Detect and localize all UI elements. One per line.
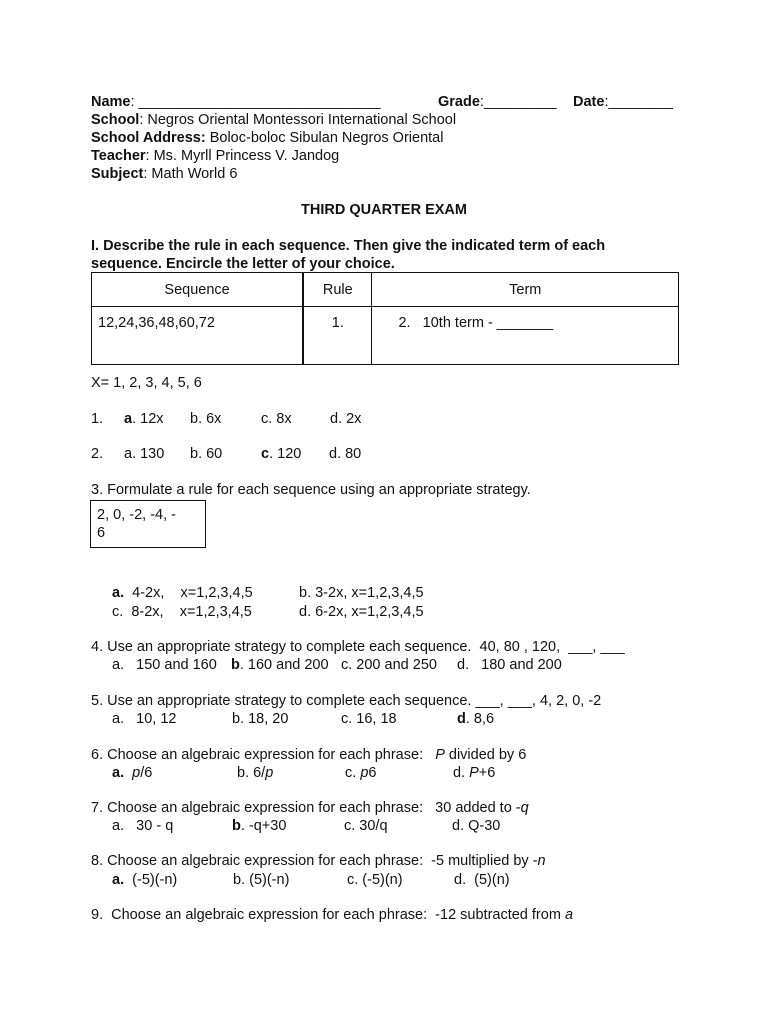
address-line [91, 129, 443, 147]
q7-b-text: . -q+30 [240, 818, 287, 834]
q8-prompt-line [91, 852, 546, 870]
q7-prompt-line [91, 799, 529, 817]
q8-phrase-variable: n [537, 853, 546, 869]
table-cell: 2. 10th term - _______ [372, 307, 679, 365]
q6-option-c[interactable] [345, 764, 376, 782]
grade-label: Grade [438, 94, 480, 110]
q8-a-text: (-5)(-n) [132, 872, 178, 888]
q6-d-rest: +6 [478, 765, 496, 781]
q6-phrase-rest: divided by 6 [444, 747, 527, 763]
q6-c-variable: p [360, 765, 369, 781]
q2-option-b[interactable]: b. 60 [190, 446, 223, 462]
q6-c-text: c. [345, 765, 361, 781]
section1-instruction-line1: I. Describe the rule in each sequence. Then give the indicated term of each [91, 238, 606, 254]
table-row [92, 307, 679, 365]
q5-option-c[interactable]: c. 16, 18 [341, 711, 397, 727]
q6-d-text: d. [453, 765, 470, 781]
q4-option-d[interactable]: d. 180 and 200 [457, 657, 562, 673]
q3-box-line1: 2, 0, -2, -4, - [97, 507, 176, 523]
sequence-table [91, 272, 679, 365]
q4-option-a[interactable]: a. 150 and 160 [112, 657, 217, 673]
q5-option-a[interactable]: a. 10, 12 [112, 711, 177, 727]
exam-title: THIRD QUARTER EXAM [301, 202, 467, 218]
q3-c-letter: c. [112, 604, 124, 620]
q3-box-line2: 6 [97, 525, 106, 541]
address-label: School Address: [91, 130, 206, 146]
q7-option-d[interactable]: d. Q-30 [452, 818, 501, 834]
q9-prompt: 9. Choose an algebraic expression for each phrase: -12 subtracted from [91, 907, 565, 923]
subject-line [91, 165, 237, 183]
subject-label: Subject [91, 166, 144, 182]
q1-option-b[interactable]: b. 6x [190, 411, 222, 427]
q2-c-text: . 120 [269, 446, 302, 462]
name-line [91, 93, 380, 111]
q4-prompt: 4. Use an appropriate strategy to complete each sequence. 40, 80 , 120, ___, ___ [91, 639, 625, 655]
table-header-row [92, 273, 679, 307]
q8-option-b[interactable]: b. (5)(-n) [233, 872, 290, 888]
q4-option-c[interactable]: c. 200 and 250 [341, 657, 437, 673]
q6-phrase-variable: P [435, 747, 445, 763]
table-cell: 1. [303, 307, 372, 365]
q2-option-a[interactable]: a. 130 [124, 446, 165, 462]
q1-option-c[interactable]: c. 8x [261, 411, 292, 427]
q8-a-letter: a. [112, 872, 125, 888]
teacher-value: : Ms. Myrll Princess V. Jandog [145, 148, 340, 164]
q1-option-d[interactable]: d. 2x [330, 411, 362, 427]
date-line [573, 93, 673, 111]
q3-prompt: 3. Formulate a rule for each sequence using an appropriate strategy. [91, 482, 531, 498]
table-cell: 12,24,36,48,60,72 [92, 307, 304, 365]
teacher-line [91, 147, 339, 165]
table-header-cell: Term [372, 273, 679, 307]
q3-a-letter: a. [112, 585, 125, 601]
q3-a-text: 4-2x, x=1,2,3,4,5 [132, 585, 253, 601]
q6-option-d[interactable] [453, 764, 495, 782]
x-values: X= 1, 2, 3, 4, 5, 6 [91, 375, 202, 391]
table-header-cell: Rule [303, 273, 372, 307]
section1-instruction-line2: sequence. Encircle the letter of your choice. [91, 256, 395, 272]
q4-option-b[interactable] [231, 656, 329, 674]
school-label: School [91, 112, 140, 128]
q7-prompt: 7. Choose an algebraic expression for each phrase: 30 added to - [91, 800, 521, 816]
q8-option-d[interactable]: d. (5)(n) [454, 872, 510, 888]
q5-prompt: 5. Use an appropriate strategy to complete each sequence. ___, ___, 4, 2, 0, -2 [91, 693, 602, 709]
q7-phrase-variable: q [520, 800, 529, 816]
q7-option-a[interactable]: a. 30 - q [112, 818, 174, 834]
q2-c-letter: c [261, 446, 270, 462]
q7-option-b[interactable] [232, 817, 286, 835]
q1-a-letter: a [124, 411, 133, 427]
q7-b-letter: b [232, 818, 241, 834]
school-line [91, 111, 456, 129]
q2-number: 2. [91, 446, 104, 462]
q6-prompt-line [91, 746, 526, 764]
q9-prompt-line [91, 906, 573, 924]
grade-blank: :_________ [479, 94, 557, 110]
q3-option-c[interactable] [112, 603, 252, 621]
subject-value: : Math World 6 [143, 166, 238, 182]
q9-phrase-variable: a [564, 907, 574, 923]
q3-option-b[interactable]: b. 3-2x, x=1,2,3,4,5 [299, 585, 424, 601]
grade-line [438, 93, 557, 111]
q6-d-variable: P [469, 765, 479, 781]
q2-option-d[interactable]: d. 80 [329, 446, 362, 462]
q3-option-a[interactable] [112, 584, 253, 602]
q6-a-rest: /6 [140, 765, 153, 781]
q5-d-letter: d [457, 711, 466, 727]
q5-option-d[interactable] [457, 710, 494, 728]
address-value: Boloc-boloc Sibulan Negros Oriental [205, 130, 444, 146]
name-label: Name [91, 94, 131, 110]
q6-b-text: b. 6/ [237, 765, 266, 781]
q1-number: 1. [91, 411, 104, 427]
q6-b-variable: p [265, 765, 274, 781]
name-blank: : ______________________________ [130, 94, 381, 110]
q3-option-d[interactable]: d. 6-2x, x=1,2,3,4,5 [299, 604, 424, 620]
q6-c-rest: 6 [368, 765, 377, 781]
date-blank: :________ [604, 94, 673, 110]
q6-a-variable: p [132, 765, 141, 781]
q3-sequence-box [90, 500, 206, 548]
q4-b-text: . 160 and 200 [239, 657, 329, 673]
school-value: : Negros Oriental Montessori International School [139, 112, 457, 128]
q6-prompt: 6. Choose an algebraic expression for each phrase: [91, 747, 436, 763]
q5-option-b[interactable]: b. 18, 20 [232, 711, 289, 727]
q2-option-c[interactable] [261, 445, 301, 463]
q6-option-a[interactable] [112, 764, 152, 782]
q6-option-b[interactable] [237, 764, 273, 782]
date-label: Date [573, 94, 605, 110]
q6-a-letter: a. [112, 765, 125, 781]
q8-prompt: 8. Choose an algebraic expression for each phrase: -5 multiplied by - [91, 853, 538, 869]
table-header-cell: Sequence [92, 273, 304, 307]
teacher-label: Teacher [91, 148, 146, 164]
q1-a-text: . 12x [132, 411, 164, 427]
q8-option-a[interactable] [112, 871, 177, 889]
q5-d-text: . 8,6 [465, 711, 495, 727]
q3-c-text: 8-2x, x=1,2,3,4,5 [131, 604, 252, 620]
q4-b-letter: b [231, 657, 240, 673]
q7-option-c[interactable]: c. 30/q [344, 818, 388, 834]
q1-option-a[interactable] [124, 410, 164, 428]
q8-option-c[interactable]: c. (-5)(n) [347, 872, 403, 888]
